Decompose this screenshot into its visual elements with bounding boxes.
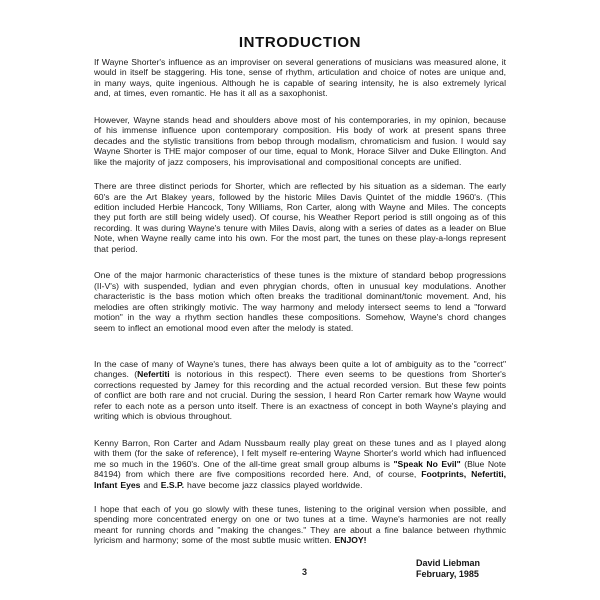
paragraph-5: In the case of many of Wayne's tunes, there has always been quite a lot of ambiguity as to the "correct" changes. (Nefertiti is notorious in this respect). There even seems to be questions from Shorter's corrections requested by Jamey for this recording and the actual recorded version. But these few points of conflict are both rare and not crucial. During the session, I heard Ron Carter remark how Wayne would refer to each note as a person unto itself. There is an exactness of concept in both Wayne's playing and writing which is obvious throughout. — [94, 358, 507, 422]
paragraph-1: If Wayne Shorter's influence as an improviser on several generations of musicians was measured alone, it would in itself be staggering. His tone, sense of rhythm, articulation and choice of notes are unique and, in many ways, quite ingenious. Although he is capable of searing intensity, he is also extremely lyrical and, at times, even romantic. He has it all as a saxophonist. — [94, 57, 506, 99]
paragraph-6: Kenny Barron, Ron Carter and Adam Nussbaum really play great on these tunes and as I played along with them (for the sake of reference), I felt myself re-entering Wayne Shorter's world which had influenced me so much in the 1960's. One of the all-time great small group albums is "Speak No Evil" (Blue Note 84194) from which there are five compositions recorded here. And, of course, Footprints, Nefertiti, Infant Eyes and E.S.P. have become jazz classics played worldwide. — [94, 437, 506, 490]
page-title: INTRODUCTION — [238, 34, 362, 51]
paragraph-2: However, Wayne stands head and shoulders above most of his contemporaries, in my opinion, because of his immense influence upon contemporary composition. His body of work at present spans three decades and the stylistic transitions from bebop through modalism, chromaticism and fusion. I would say Wayne Shorter is THE major composer of our time, equal to Monk, Horace Silver and Duke Ellington. And like the majority of jazz composers, his improvisational and compositional concepts are unified. — [94, 114, 506, 167]
paragraph-4: One of the major harmonic characteristics of these tunes is the mixture of standard bebop progressions (II-V's) with suspended, lydian and even phrygian chords, often in unusual key modulations. Another characteristic is the bass motion which often breaks the traditional dominant/tonic movement. And, his melodies are often strikingly motivic. The way harmony and melody intersect seems to lend a "forward motion" in the way a rhythm section handles these compositions. Somehow, Wayne's chord changes seem to inflect an emotional mood even after the melody is stated. — [94, 270, 506, 333]
author-name: David Liebman — [416, 558, 481, 568]
credit-date: February, 1985 — [416, 568, 479, 579]
paragraph-3: There are three distinct periods for Shorter, which are reflected by his situation as a sideman. The early 60's are the Art Blakey years, followed by the historic Miles Davis Quintet of the middle 1960's. (This edition included Herbie Hancock, Tony Williams, Ron Carter, along with Wayne and Miles. The concepts they put forth are still being widely used). Of course, his Weather Report period is still ongoing as of this recording. It was during Wayne's tenure with Miles Davis, along with a series of dates as a leader on Blue Note, when Wayne really came into his own. For the most part, the tunes on these play-a-longs represent that period. — [94, 181, 506, 254]
author-credit — [416, 558, 480, 579]
introduction-text-block — [94, 57, 506, 546]
paragraph-7: I hope that each of you go slowly with these tunes, listening to the original version when possible, and spending more concentrated energy on one or two tunes at a time. Wayne's harmonies are not really meant for running chords and "making the changes." They are about a fine balance between rhythmic lyricism and harmony; some of the most subtle music written. ENJOY! — [94, 503, 506, 546]
page-number: 3 — [302, 567, 308, 577]
